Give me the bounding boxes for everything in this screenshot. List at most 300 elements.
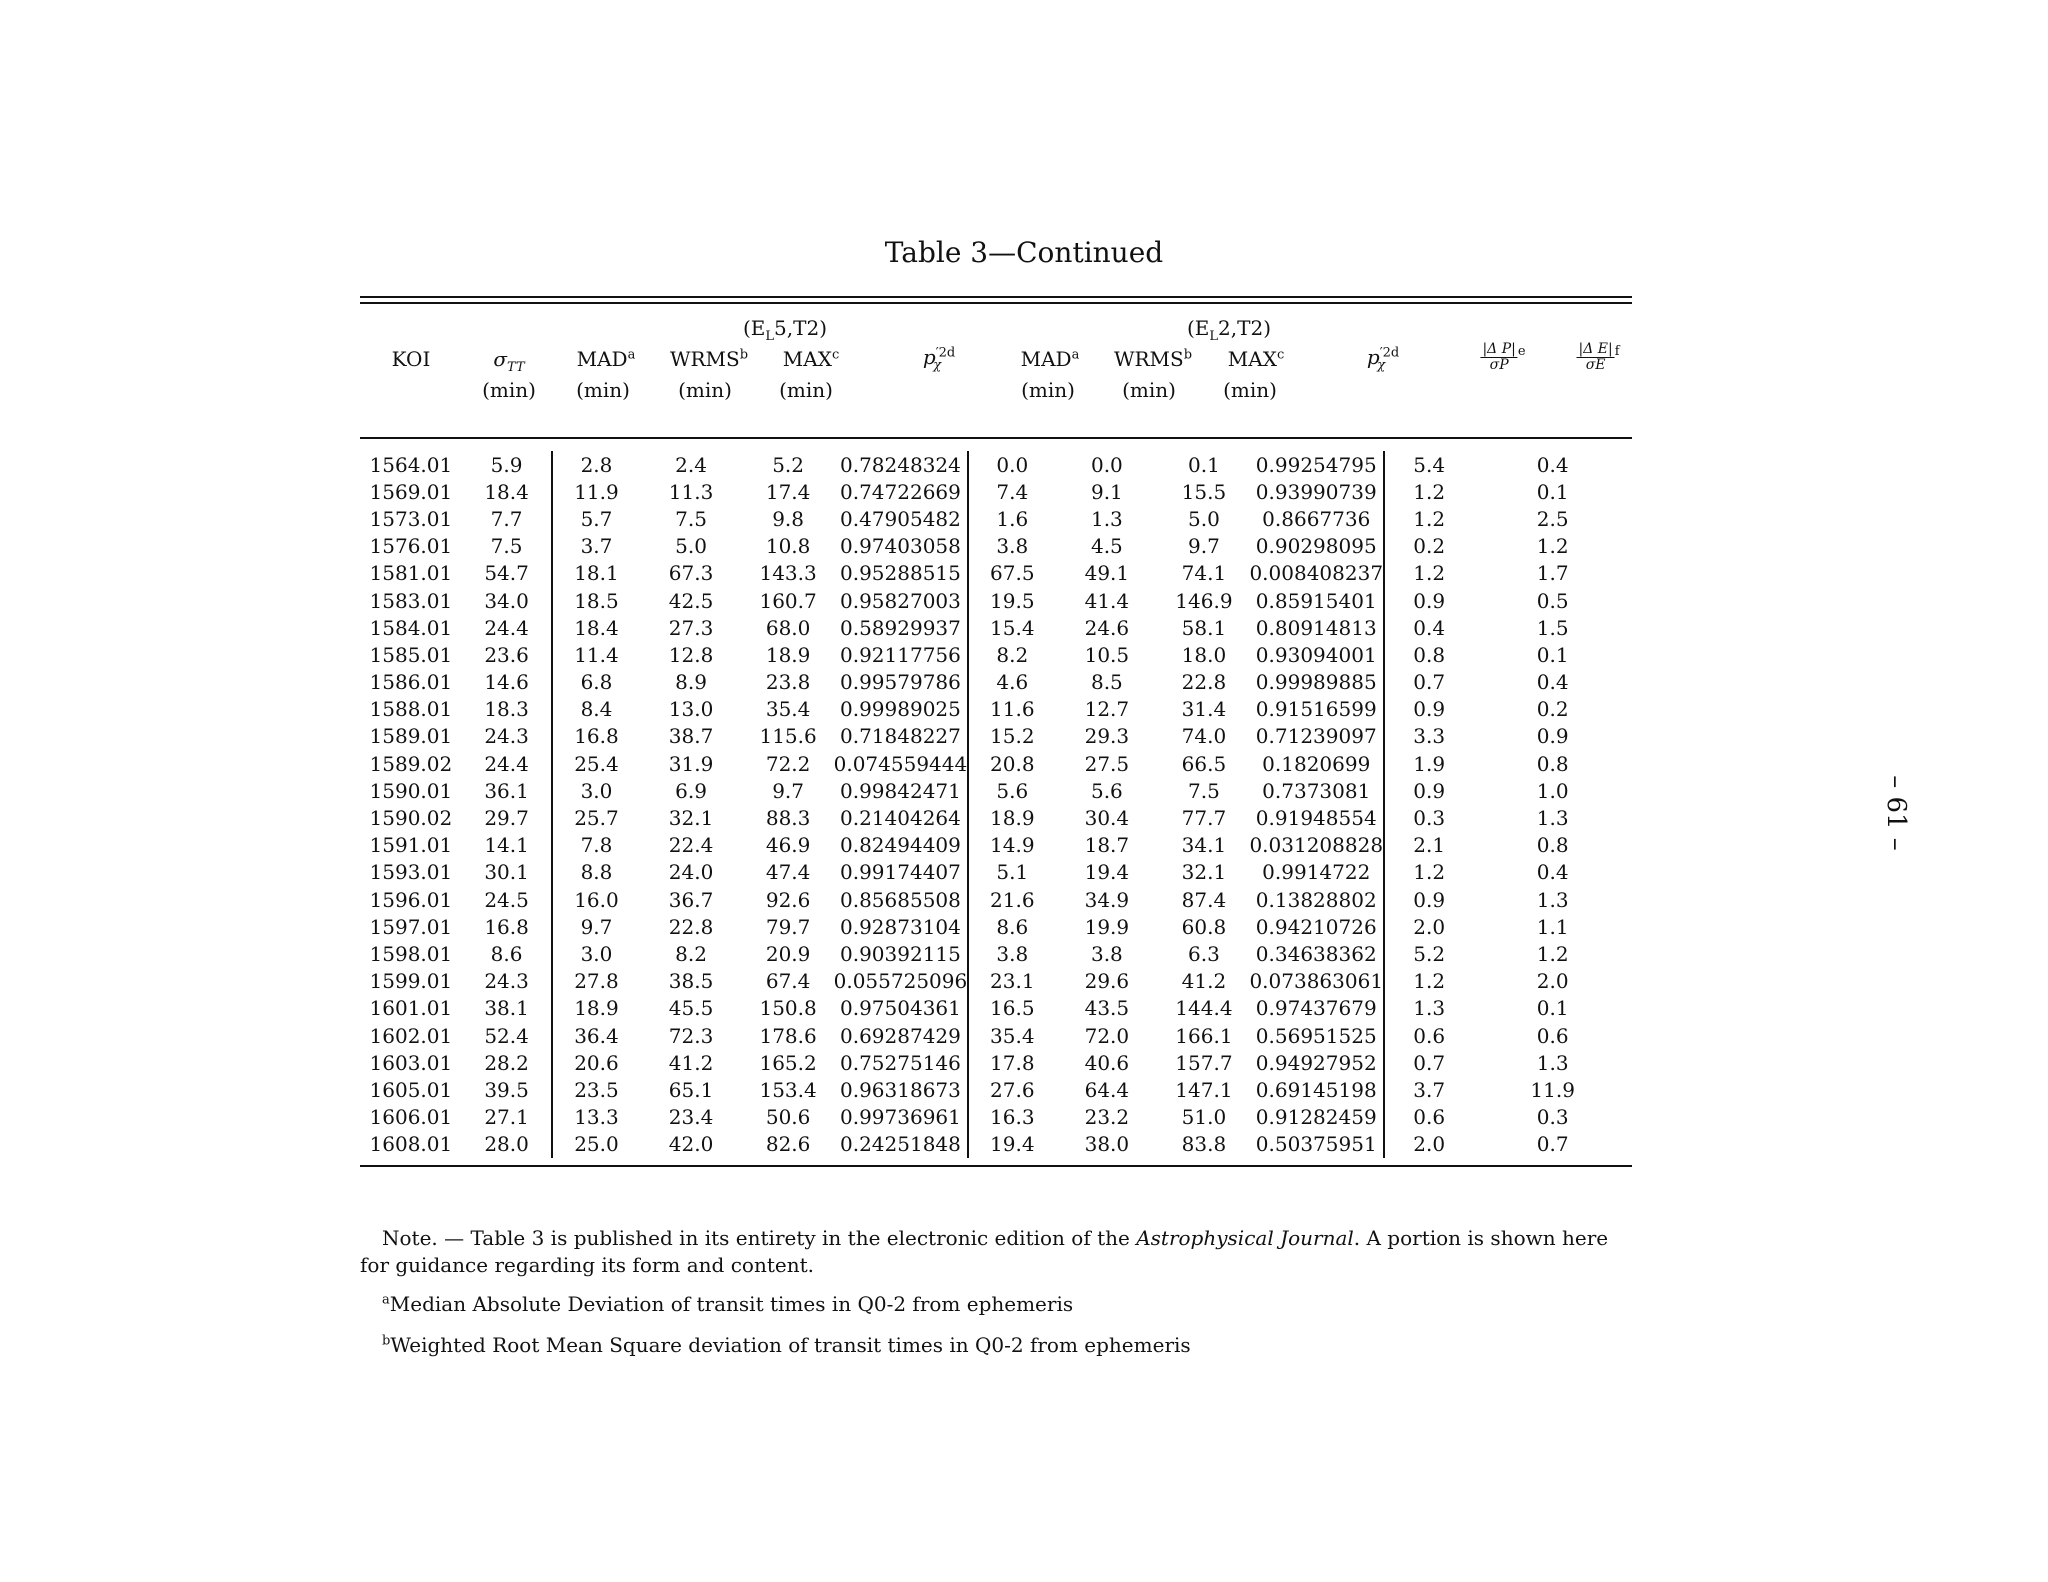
table-cell: 5.9 (462, 451, 553, 478)
table-cell: 24.3 (462, 723, 553, 750)
table-cell: 7.5 (462, 533, 553, 560)
table-cell: 18.9 (765, 642, 811, 667)
table-row (360, 940, 1632, 967)
table-cell: 0.99254795 (1249, 451, 1384, 478)
table-cell: 9.7 (772, 778, 805, 803)
table-cell: 31.9 (668, 751, 714, 776)
table-cell: 0.91516599 (1249, 696, 1384, 723)
table-cell: 24.5 (462, 886, 553, 913)
table-cell: 0.4 (1536, 670, 1569, 695)
table-cell: 6.8 (580, 670, 613, 695)
table-cell: 1586.01 (369, 670, 453, 695)
table-cell: 17.4 (765, 479, 811, 504)
table-cell: 1573.01 (369, 506, 453, 531)
table-cell: 18.5 (574, 588, 619, 613)
table-cell: 2.5 (1536, 506, 1569, 531)
table-row (360, 587, 1632, 614)
table-cell: 8.4 (580, 697, 613, 722)
table-cell: 1597.01 (369, 914, 453, 939)
table-cell: 0.8 (1536, 833, 1569, 858)
table-note: Note. — Table 3 is published in its entirety in the electronic edition of the Astrophysical Journal. A portion is shown here for guidance regarding its form and content. (360, 1226, 1609, 1277)
table-cell: 0.073863061 (1249, 969, 1384, 994)
table-cell: 0.47905482 (834, 505, 969, 532)
unit-mad-left: (min) (576, 378, 630, 402)
table-cell: 68.0 (765, 615, 811, 640)
table-cell: 9.7 (580, 914, 613, 939)
table-cell: 3.7 (1413, 1077, 1446, 1102)
table-cell: 23.4 (668, 1105, 714, 1130)
table-cell: 1593.01 (369, 860, 453, 885)
table-cell: 32.1 (668, 806, 714, 831)
table-cell: 34.1 (1181, 833, 1227, 858)
table-cell: 5.4 (1413, 452, 1446, 477)
table-cell: 42.0 (668, 1132, 714, 1157)
table-cell: 38.0 (1084, 1132, 1130, 1157)
table-cell: 11.6 (990, 697, 1035, 722)
table-cell: 41.2 (668, 1050, 714, 1075)
table-cell: 40.6 (1084, 1050, 1130, 1075)
table-cell: 16.3 (990, 1105, 1035, 1130)
table-cell: 11.9 (1530, 1077, 1575, 1102)
table-row (360, 641, 1632, 668)
table-cell: 0.94927952 (1249, 1049, 1384, 1076)
table-cell: 0.80914813 (1249, 614, 1384, 641)
table-cell: 21.6 (990, 887, 1035, 912)
table-cell: 146.9 (1175, 588, 1233, 613)
table-cell: 28.0 (462, 1131, 553, 1158)
table-cell: 0.2 (1413, 534, 1446, 559)
table-row (360, 669, 1632, 696)
table-cell: 0.69287429 (834, 1022, 969, 1049)
table-cell: 13.0 (668, 697, 714, 722)
table-cell: 22.4 (668, 833, 714, 858)
table-cell: 11.9 (574, 479, 619, 504)
table-title: Table 3—Continued (884, 236, 1164, 269)
table-cell: 3.7 (580, 534, 613, 559)
table-cell: 1.2 (1413, 506, 1446, 531)
table-cell: 20.6 (574, 1050, 619, 1075)
table-cell: 1.3 (1090, 506, 1123, 531)
table-cell: 1590.01 (369, 778, 453, 803)
table-row (360, 913, 1632, 940)
table-cell: 16.8 (574, 724, 619, 749)
table-cell: 3.0 (580, 778, 613, 803)
col-header-koi: KOI (391, 347, 431, 371)
table-cell: 8.6 (996, 914, 1029, 939)
table-cell: 0.8667736 (1249, 505, 1384, 532)
table-cell: 1.3 (1536, 887, 1569, 912)
table-cell: 39.5 (462, 1076, 553, 1103)
table-cell: 24.6 (1084, 615, 1130, 640)
table-cell: 5.6 (1090, 778, 1123, 803)
group-header-el5-t2: $(E_L5,T2)$ (743, 316, 827, 344)
table-cell: 1599.01 (369, 969, 453, 994)
table-cell: 3.0 (580, 941, 613, 966)
table-cell: 14.1 (462, 832, 553, 859)
table-row (360, 723, 1632, 750)
table-cell: 1.2 (1413, 860, 1446, 885)
table-cell: 7.8 (580, 833, 613, 858)
page-number: – 61 – (1880, 775, 1911, 851)
table-cell: 72.2 (765, 751, 811, 776)
top-rule-second (360, 302, 1632, 304)
table-cell: 0.99989025 (834, 696, 969, 723)
table-cell: 0.0 (996, 452, 1029, 477)
table-cell: 0.50375951 (1249, 1131, 1384, 1158)
table-cell: 38.7 (668, 724, 714, 749)
table-cell: 5.0 (675, 534, 707, 559)
table-cell: 1.7 (1536, 561, 1569, 586)
table-cell: 79.7 (765, 914, 811, 939)
table-row (360, 533, 1632, 560)
table-cell: 2.8 (580, 452, 613, 477)
table-cell: 0.1820699 (1249, 750, 1384, 777)
table-cell: 0.97403058 (834, 533, 969, 560)
col-header-mad-right: MAD$^a$ (1020, 347, 1080, 371)
header-rule (360, 437, 1632, 439)
table-cell: 4.5 (1090, 534, 1123, 559)
table-cell: 30.4 (1084, 806, 1130, 831)
table-cell: 0.91948554 (1249, 804, 1384, 831)
table-cell: 1.2 (1413, 479, 1446, 504)
table-row (360, 1104, 1632, 1131)
group-header-el2-t2: $(E_L2,T2)$ (1187, 316, 1271, 344)
table-cell: 23.1 (990, 969, 1035, 994)
table-cell: 0.9 (1536, 724, 1569, 749)
table-cell: 0.90392115 (834, 940, 969, 967)
table-cell: 0.95288515 (834, 560, 969, 587)
table-cell: 28.2 (462, 1049, 553, 1076)
table-cell: 0.3 (1536, 1105, 1569, 1130)
table-cell: 0.7373081 (1249, 777, 1384, 804)
table-cell: 24.4 (462, 614, 553, 641)
table-cell: 178.6 (759, 1023, 817, 1048)
table-cell: 72.0 (1084, 1023, 1130, 1048)
table-cell: 8.2 (996, 642, 1029, 667)
table-cell: 2.0 (1413, 1132, 1446, 1157)
table-cell: 1602.01 (369, 1023, 453, 1048)
table-cell: 0.1 (1188, 452, 1220, 477)
table-row (360, 560, 1632, 587)
table-cell: 18.9 (574, 996, 619, 1021)
table-cell: 3.8 (996, 534, 1029, 559)
table-cell: 0.97437679 (1249, 995, 1384, 1022)
table-cell: 25.4 (574, 751, 619, 776)
table-cell: 50.6 (765, 1105, 811, 1130)
table-cell: 0.99736961 (834, 1104, 969, 1131)
table-cell: 58.1 (1181, 615, 1227, 640)
table-cell: 23.8 (765, 670, 811, 695)
table-cell: 22.8 (1181, 670, 1227, 695)
table-cell: 1584.01 (369, 615, 453, 640)
table-cell: 4.6 (996, 670, 1029, 695)
table-cell: 32.1 (1181, 860, 1227, 885)
table-cell: 1585.01 (369, 642, 453, 667)
table-cell: 1.2 (1413, 561, 1446, 586)
table-cell: 23.2 (1084, 1105, 1130, 1130)
table-cell: 0.8 (1536, 751, 1569, 776)
table-cell: 0.91282459 (1249, 1104, 1384, 1131)
table-cell: 0.78248324 (834, 451, 969, 478)
footnote-a: $^a$Median Absolute Deviation of transit times in Q0-2 from ephemeris (382, 1292, 1074, 1316)
table-cell: 34.0 (462, 587, 553, 614)
table-cell: 1583.01 (369, 588, 453, 613)
col-header-delta-p: $\frac{\text{|Δ P|}}{\sigma P}$ $^e$ (1482, 341, 1526, 373)
table-cell: 14.6 (462, 669, 553, 696)
table-cell: 52.4 (462, 1022, 553, 1049)
table-cell: 0.99579786 (834, 669, 969, 696)
table-cell: 27.6 (990, 1077, 1035, 1102)
table-cell: 1.2 (1536, 534, 1569, 559)
table-cell: 51.0 (1181, 1105, 1227, 1130)
table-cell: 5.1 (996, 860, 1029, 885)
table-cell: 67.4 (765, 969, 811, 994)
table-cell: 2.0 (1536, 969, 1569, 994)
table-cell: 41.2 (1181, 969, 1227, 994)
col-header-sigma-tt: $\sigma_{TT}$ (493, 347, 525, 375)
table-row (360, 859, 1632, 886)
table-cell: 25.0 (574, 1132, 619, 1157)
table-cell: 0.24251848 (834, 1131, 969, 1158)
table-cell: 0.97504361 (834, 995, 969, 1022)
table-cell: 18.9 (990, 806, 1035, 831)
table-cell: 35.4 (765, 697, 811, 722)
table-cell: 14.9 (990, 833, 1035, 858)
table-cell: 45.5 (668, 996, 714, 1021)
table-cell: 5.7 (580, 506, 613, 531)
table-cell: 1.6 (996, 506, 1029, 531)
table-row (360, 614, 1632, 641)
table-cell: 143.3 (759, 561, 817, 586)
table-cell: 0.85685508 (834, 886, 969, 913)
table-cell: 27.5 (1084, 751, 1130, 776)
table-cell: 0.0 (1090, 452, 1123, 477)
table-cell: 12.7 (1084, 697, 1130, 722)
table-cell: 7.5 (675, 506, 707, 531)
table-cell: 0.92873104 (834, 913, 969, 940)
table-cell: 147.1 (1175, 1077, 1233, 1102)
col-header-wrms-right: WRMS$^b$ (1113, 347, 1193, 371)
table-cell: 0.7 (1413, 1050, 1446, 1075)
table-cell: 0.1 (1536, 642, 1569, 667)
table-cell: 1.5 (1536, 615, 1569, 640)
table-cell: 8.2 (675, 941, 707, 966)
table-cell: 0.1 (1536, 996, 1569, 1021)
table-cell: 18.3 (462, 696, 553, 723)
table-cell: 1596.01 (369, 887, 453, 912)
table-cell: 18.0 (1181, 642, 1227, 667)
table-cell: 1601.01 (369, 996, 453, 1021)
table-cell: 42.5 (668, 588, 714, 613)
table-cell: 1581.01 (369, 561, 453, 586)
table-cell: 3.3 (1413, 724, 1446, 749)
table-cell: 8.5 (1090, 670, 1123, 695)
table-cell: 1603.01 (369, 1050, 453, 1075)
table-cell: 0.96318673 (834, 1076, 969, 1103)
table-cell: 49.1 (1084, 561, 1130, 586)
table-cell: 19.5 (990, 588, 1035, 613)
table-cell: 2.0 (1413, 914, 1446, 939)
data-table (360, 451, 1632, 1158)
table-cell: 19.9 (1084, 914, 1130, 939)
unit-wrms-right: (min) (1122, 378, 1176, 402)
table-cell: 16.0 (574, 887, 619, 912)
table-cell: 165.2 (759, 1050, 817, 1075)
table-row (360, 1049, 1632, 1076)
table-cell: 9.7 (1188, 534, 1220, 559)
table-cell: 0.93990739 (1249, 478, 1384, 505)
table-cell: 0.93094001 (1249, 641, 1384, 668)
table-cell: 0.71848227 (834, 723, 969, 750)
table-cell: 0.99989885 (1249, 669, 1384, 696)
table-cell: 0.75275146 (834, 1049, 969, 1076)
table-cell: 166.1 (1175, 1023, 1233, 1048)
table-cell: 24.3 (462, 968, 553, 995)
table-cell: 0.4 (1536, 452, 1569, 477)
table-cell: 0.8 (1413, 642, 1446, 667)
table-row (360, 696, 1632, 723)
table-cell: 0.95827003 (834, 587, 969, 614)
table-row (360, 1076, 1632, 1103)
table-cell: 0.58929937 (834, 614, 969, 641)
table-cell: 0.4 (1413, 615, 1446, 640)
table-cell: 0.69145198 (1249, 1076, 1384, 1103)
table-cell: 36.1 (462, 777, 553, 804)
table-cell: 60.8 (1181, 914, 1227, 939)
table-cell: 0.9 (1413, 887, 1446, 912)
table-cell: 20.9 (765, 941, 811, 966)
table-cell: 1608.01 (369, 1132, 453, 1157)
table-cell: 0.031208828 (1249, 833, 1384, 858)
table-cell: 5.0 (1188, 506, 1220, 531)
table-cell: 5.2 (772, 452, 805, 477)
table-cell: 0.13828802 (1249, 886, 1384, 913)
table-row (360, 968, 1632, 995)
table-cell: 27.1 (462, 1104, 553, 1131)
table-cell: 15.2 (990, 724, 1035, 749)
table-cell: 0.9 (1413, 588, 1446, 613)
table-cell: 150.8 (759, 996, 817, 1021)
table-cell: 0.5 (1536, 588, 1569, 613)
table-cell: 24.0 (668, 860, 714, 885)
col-header-wrms-left: WRMS$^b$ (669, 347, 749, 371)
table-cell: 2.1 (1413, 833, 1446, 858)
table-cell: 0.99174407 (834, 859, 969, 886)
unit-mad-right: (min) (1021, 378, 1075, 402)
table-cell: 34.9 (1084, 887, 1130, 912)
table-cell: 43.5 (1084, 996, 1130, 1021)
table-cell: 0.6 (1413, 1105, 1446, 1130)
table-cell: 0.34638362 (1249, 940, 1384, 967)
table-cell: 27.3 (668, 615, 714, 640)
table-cell: 0.7 (1413, 670, 1446, 695)
table-cell: 20.8 (990, 751, 1035, 776)
table-cell: 0.90298095 (1249, 533, 1384, 560)
table-cell: 31.4 (1181, 697, 1227, 722)
table-cell: 0.99842471 (834, 777, 969, 804)
table-cell: 0.074559444 (833, 751, 968, 776)
table-cell: 1.3 (1536, 806, 1569, 831)
table-cell: 157.7 (1175, 1050, 1233, 1075)
table-row (360, 995, 1632, 1022)
table-cell: 1598.01 (369, 941, 453, 966)
table-cell: 0.008408237 (1249, 561, 1384, 586)
table-row (360, 832, 1632, 859)
col-header-p-right: $p^{'2d}_\chi$ (1366, 345, 1400, 373)
table-cell: 1.3 (1536, 1050, 1569, 1075)
table-cell: 88.3 (765, 806, 811, 831)
table-cell: 16.8 (462, 913, 553, 940)
table-row (360, 478, 1632, 505)
col-header-mad-left: MAD$^a$ (576, 347, 636, 371)
footnote-b: $^b$Weighted Root Mean Square deviation of transit times in Q0-2 from ephemeris (382, 1333, 1191, 1357)
table-cell: 82.6 (765, 1132, 811, 1157)
table-cell: 0.7 (1536, 1132, 1569, 1157)
table-cell: 18.4 (462, 478, 553, 505)
table-cell: 0.1 (1536, 479, 1569, 504)
table-cell: 2.4 (675, 452, 707, 477)
table-cell: 0.9914722 (1249, 859, 1384, 886)
table-cell: 29.7 (462, 804, 553, 831)
table-row (360, 1022, 1632, 1049)
table-cell: 1589.01 (369, 724, 453, 749)
table-cell: 7.4 (996, 479, 1029, 504)
table-row (360, 451, 1632, 478)
table-cell: 30.1 (462, 859, 553, 886)
table-cell: 153.4 (759, 1077, 817, 1102)
table-cell: 115.6 (759, 724, 817, 749)
col-header-max-left: MAX$^c$ (782, 347, 840, 371)
table-cell: 16.5 (990, 996, 1035, 1021)
unit-max-right: (min) (1223, 378, 1277, 402)
table-cell: 160.7 (759, 588, 817, 613)
table-row (360, 777, 1632, 804)
table-cell: 67.3 (668, 561, 714, 586)
table-cell: 1569.01 (369, 479, 453, 504)
table-cell: 64.4 (1084, 1077, 1130, 1102)
table-cell: 5.6 (996, 778, 1029, 803)
table-cell: 15.5 (1181, 479, 1227, 504)
table-row (360, 750, 1632, 777)
table-cell: 0.6 (1413, 1023, 1446, 1048)
table-cell: 1588.01 (369, 697, 453, 722)
table-cell: 47.4 (765, 860, 811, 885)
data-table-body (360, 451, 1632, 1158)
table-cell: 22.8 (668, 914, 714, 939)
table-cell: 1605.01 (369, 1077, 453, 1102)
table-cell: 77.7 (1181, 806, 1227, 831)
table-cell: 1591.01 (369, 833, 453, 858)
table-cell: 0.82494409 (834, 832, 969, 859)
table-cell: 24.4 (462, 750, 553, 777)
table-cell: 13.3 (574, 1105, 619, 1130)
table-cell: 18.4 (574, 615, 619, 640)
table-cell: 65.1 (668, 1077, 714, 1102)
table-cell: 8.6 (462, 940, 553, 967)
table-cell: 36.4 (574, 1023, 619, 1048)
table-row (360, 804, 1632, 831)
table-cell: 0.9 (1413, 778, 1446, 803)
table-cell: 0.055725096 (833, 969, 968, 994)
table-cell: 0.74722669 (834, 478, 969, 505)
table-cell: 23.6 (462, 641, 553, 668)
table-cell: 15.4 (990, 615, 1035, 640)
col-header-delta-e: $\frac{\text{|Δ E|}}{\sigma E}$ $^f$ (1578, 341, 1620, 373)
table-cell: 3.8 (996, 941, 1029, 966)
table-cell: 29.3 (1084, 724, 1130, 749)
table-cell: 0.21404264 (834, 804, 969, 831)
table-cell: 19.4 (990, 1132, 1035, 1157)
